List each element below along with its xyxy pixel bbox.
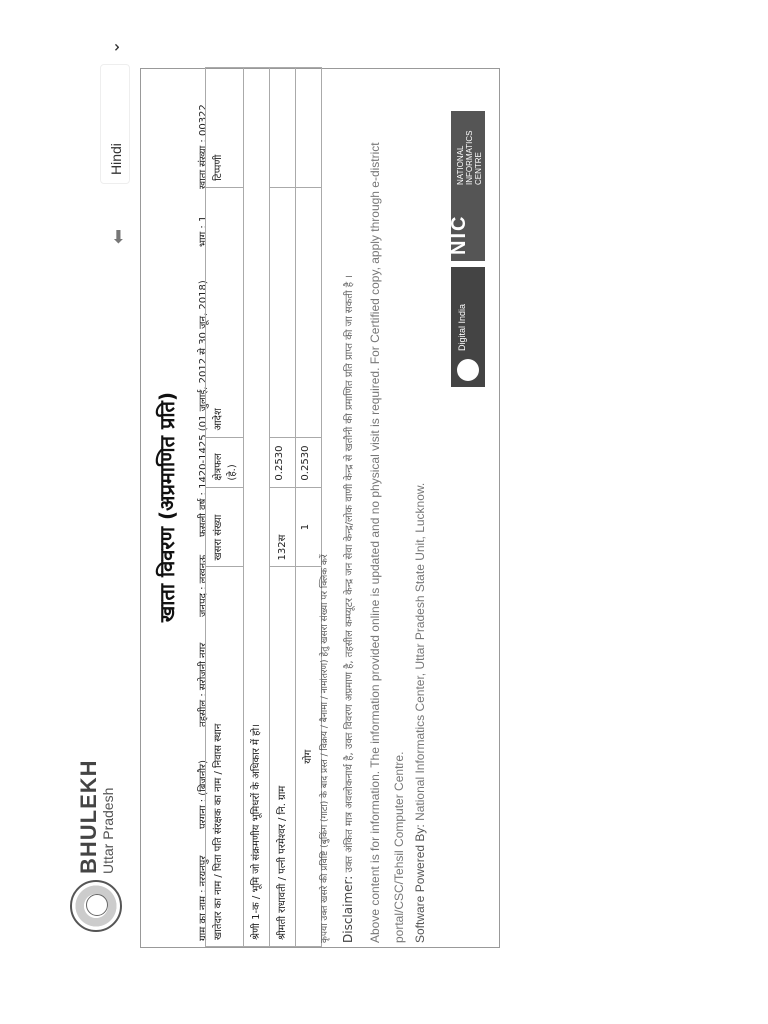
chevron-down-icon[interactable]: ⌄ [104, 40, 123, 54]
bhag: भाग : 1 [198, 215, 209, 247]
footer-logos [448, 87, 491, 387]
khasra-link[interactable]: 132स [270, 487, 296, 567]
total-count: 1 [296, 487, 322, 567]
nic-logo[interactable]: NIC NATIONAL INFORMATICS CENTRE [451, 111, 485, 261]
category-row: श्रेणी 1-क / भूमि जो संक्रमणीय भूमिधरों के अधिकार में हो। [244, 68, 270, 947]
table-row [270, 68, 296, 947]
english-note-line2: portal/CSC/Tehsil Computer Centre. [392, 751, 406, 943]
powered-label: Software Powered By: [413, 824, 427, 943]
col-remark: टिप्पणी [206, 68, 244, 188]
up-seal-logo [70, 880, 122, 932]
col-owner: खातेदार का नाम / पिता पति संरक्षक का नाम / निवास स्थान [206, 567, 244, 947]
brand-title: BHULEKH [76, 759, 101, 874]
total-label: योग [296, 567, 322, 947]
pargana: परगना : (बिजनौर) [198, 759, 209, 829]
arrow-left-icon[interactable]: ⬅ [108, 228, 129, 244]
khata-number: खाता संख्या : 00322 [198, 104, 209, 189]
table-row [244, 68, 270, 947]
khata-table [205, 67, 322, 947]
col-order: आदेश [206, 187, 244, 437]
disclaimer-label: Disclaimer: [341, 875, 355, 943]
total-area: 0.2530 [296, 437, 322, 487]
disclaimer [341, 73, 355, 943]
brand[interactable] [78, 759, 116, 874]
powered-text: National Informatics Center, Uttar Pradesh State Unit, Lucknow. [413, 482, 427, 821]
disclaimer-text: उक्त अंकित मात्र अवलोकनार्थ है, उक्त विवरण अप्रमाण है, तहसील कम्प्यूटर केन्द्र जन सेवा केन्द्र/लोक वाणी केन्द्र से खतौनी की प्रमाणित प्रति प्राप्त की जा सकती है । [344, 274, 355, 873]
digital-india-logo[interactable]: Digital India [451, 267, 485, 387]
english-note-line1: Above content is for information. The information provided online is updated and no physical visit is required. For Certified copy, apply through e-district [368, 142, 382, 943]
fasli-year: फसली वर्ष : 1420-1425 (01 जुलाई, 2012 से 30 जून, 2018) [198, 280, 209, 537]
powered-by [413, 73, 427, 943]
tehsil: तहसील : सरोजनी नगर [198, 642, 209, 727]
col-khasra: खसरा संख्या [206, 487, 244, 567]
header-controls [96, 24, 136, 244]
header [0, 0, 140, 1024]
area-value: 0.2530 [270, 437, 296, 487]
remark-cell [270, 68, 296, 188]
language-select[interactable]: Hindi [100, 64, 130, 184]
owner-name: श्रीमती राधावती / पत्नी परमेश्वर / नि. ग्राम [270, 567, 296, 947]
click-note: कृपया उक्त खसरे की प्रविष्टि (बुकिंग (गाटा) के बाद प्रस्त / विक्रय / बैनामा / नामांतरण) हेतु खसरा संख्या पर क्लिक करें [320, 554, 330, 943]
village: ग्राम का नाम : नरयनपुर [198, 855, 209, 941]
table-header-row [206, 68, 244, 947]
brand-subtitle: Uttar Pradesh [100, 787, 116, 874]
col-area: क्षेत्रफल (हे.) [206, 437, 244, 487]
order-cell [270, 187, 296, 437]
english-note [363, 73, 411, 943]
district: जनपद : लखनऊ [198, 554, 209, 617]
khata-record [140, 68, 500, 948]
page-title: खाता विवरण (अप्रमाणित प्रति) [155, 391, 179, 623]
